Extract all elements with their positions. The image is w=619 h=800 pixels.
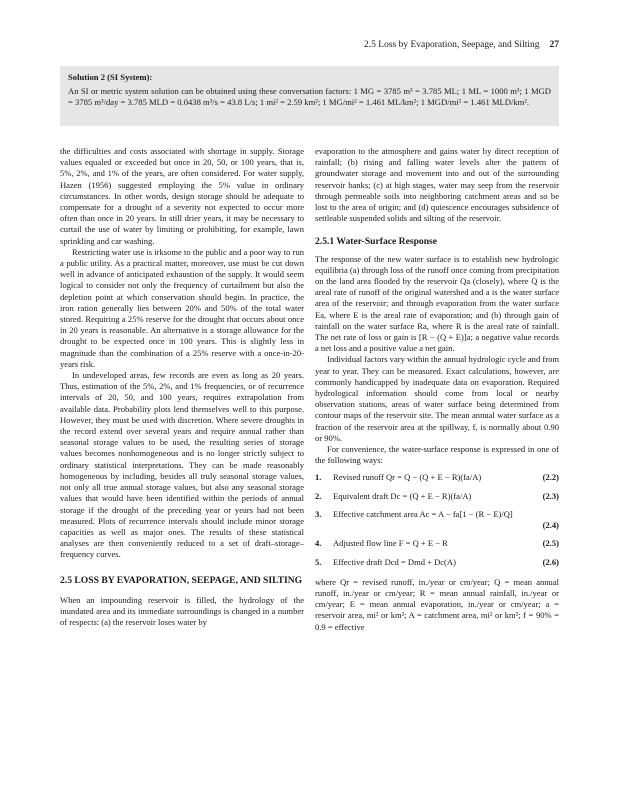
equation-number: 3. [315, 508, 322, 519]
left-paragraph-1: the difficulties and costs associated with shortage in supply. Storage values equaled or exceeded but once in 20, 50, or 100 years, that is, 5%, 2%, and 1% of the years, are often considered. For water supply, Hazen (1956) suggested employing the 5% value in ordinary circumstances. In other words, design storage should be adequate to compensate for a drought of a severity not expected to occur more often than once in 20 years. In still drier years, it may be necessary to curtail the use of water by limiting or prohibiting, for example, lawn sprinkling and car washing. [60, 146, 304, 246]
equation-tag: (2.6) [542, 556, 559, 567]
left-paragraph-2: Restricting water use is irksome to the public and a poor way to run a public utility. As a practical matter, moreover, use must be cut down well in advance of anticipated exhaustion of the supply. It would seem logical to consider not only the frequency of curtailment but also the depletion point at which conservation should begin. In practice, the iron ration generally lies between 20% and 50% of the total water stored. Requiring a 25% reserve for the drought that occurs about once in 20 years is reasonable. An alternative is a storage allowance for the drought to be expected once in 100 years. This is slightly less in magnitude than the combination of a 25% reserve with a once-in-20-years risk. [60, 246, 304, 369]
running-title: 2.5 Loss by Evaporation, Seepage, and Silting [364, 40, 540, 50]
equation-number: 5. [315, 556, 322, 567]
equation-number: 4. [315, 538, 322, 549]
equation-tag: (2.2) [542, 472, 559, 483]
right-paragraph-2: The response of the new water surface is to establish new hydrologic equilibria (a) through loss of the runoff once coming from precipitation on the land area flooded by the reservoir Qa (closely), where Q is the areal rate of runoff of the original watershed and a is the water surface area of the reservoir; and through evaporation from the water surface Ea, where E is the areal rate of evaporation; and (b) through gain of rainfall on the water surface Ra, where R is the areal rate of rainfall. The net rate of loss or gain is [R − (Q + E)]a; a negative value records a net loss and a positive value a net gain. [315, 253, 559, 354]
equation-tag: (2.3) [542, 490, 559, 501]
right-column [315, 146, 559, 633]
equation-text: Effective catchment area Ac = A − fa[1 − (R − E)/Q] [333, 508, 513, 519]
right-paragraph-5: where Qr = revised runoff, in./year or cm/year; Q = mean annual runoff, in./year or cm/year; R = mean annual rainfall, in./year or cm/year; E = mean annual evaporation, in./year or cm/year; a = reservoir area, mi² or km²; A = catchment area, mi² or km²; f = 90% = 0.9 = effective [315, 576, 559, 632]
right-paragraph-1: evaporation to the atmosphere and gains water by direct reception of rainfall; (b) rising and falling water levels alter the pattern of groundwater storage and movement into and out of the surrounding reservoir banks; (c) at high stages, water may seep from the reservoir through permeable soils into neighboring catchment areas and so be lost to the area of origin; and (d) quiescence encourages subsidence of settleable suspended solids and silting of the reservoir. [315, 146, 559, 224]
equation-tag: (2.5) [542, 538, 559, 549]
subsection-heading: 2.5.1 Water-Surface Response [315, 236, 438, 248]
equation-number: 1. [315, 472, 322, 483]
equation-text: Adjusted flow line F = Q + E − R [333, 538, 448, 549]
solution-text: An SI or metric system solution can be obtained using these conversation factors: 1 MG = 3785 m³ = 3.785 ML; 1 ML = 1000 m³; 1 MGD = 3785 m³/day = 3.785 MLD = 0.0438 m³/s = 43.8 L/s; 1 mi² = 2.59 km²; 1 MG/mi² = 1.461 ML/km²; 1 MGD/mi² = 1.461 MLD/km². [68, 86, 551, 107]
right-paragraph-4: For convenience, the water-surface response is expressed in one of the following ways: [315, 444, 559, 466]
equation-number: 2. [315, 490, 322, 501]
left-paragraph-4: When an impounding reservoir is filled, the hydrology of the inundated area and its immediate surroundings is changed in a number of respects: (a) the reservoir loses water by [60, 594, 304, 627]
section-heading: 2.5 LOSS BY EVAPORATION, SEEPAGE, AND SILTING [60, 574, 303, 586]
solution-title: Solution 2 (SI System): [68, 72, 153, 82]
equation-2-6 [315, 557, 559, 568]
equation-2-3 [315, 491, 559, 502]
equation-2-4 [315, 509, 559, 520]
equation-2-2 [315, 472, 559, 483]
page-number: 27 [549, 40, 559, 50]
left-paragraph-3: In undeveloped areas, few records are even as long as 20 years. Thus, estimation of the 5%, 2%, and 1% frequencies, or of recurrence intervals of 20, 50, and 100 years, requires extrapolation from available data. Probability plots lend themselves well to this purpose. However, they must be used with discretion. Where severe droughts in the record extend over several years and require annual rather than seasonal storage values to be used, the resulting series of storage values becomes nonhomogeneous and is no longer strictly subject to ordinary statistical interpretations. They can be made reasonably homogeneous by including, besides all truly seasonal storage values, not only all true annual storage values, but also any seasonal storage values that would have been identified within the periods of annual storage if the drought of the preceding year or years had not been measured. Plots of recurrence intervals should include minor storage capacities as well as major ones. The results of these statistical analyses are then conveniently reduced to a set of draft–storage–frequency curves. [60, 370, 304, 560]
solution-box [60, 66, 559, 126]
equation-text: Effective draft Dcd = Dmd + Dc(A) [333, 556, 456, 567]
equation-text: Revised runoff Qr = Q − (Q + E − R)(fa/A) [333, 472, 482, 483]
equation-2-5 [315, 538, 559, 549]
running-head [60, 40, 559, 56]
right-paragraph-3: Individual factors vary within the annual hydrologic cycle and from year to year. They can be measured. Exact calculations, however, are commonly handicapped by inadequate data on evaporation. Required hydrological information should come from local or nearby observation stations, areas of water surface being determined from contour maps of the reservoir site. The mean annual water surface as a fraction of the reservoir area at the spillway, f, is normally about 0.90 or 90%. [315, 354, 559, 443]
equation-text: Equivalent draft Dc = (Q + E − R)(fa/A) [333, 490, 472, 501]
left-column [60, 146, 304, 628]
equation-tag: (2.4) [542, 520, 559, 531]
